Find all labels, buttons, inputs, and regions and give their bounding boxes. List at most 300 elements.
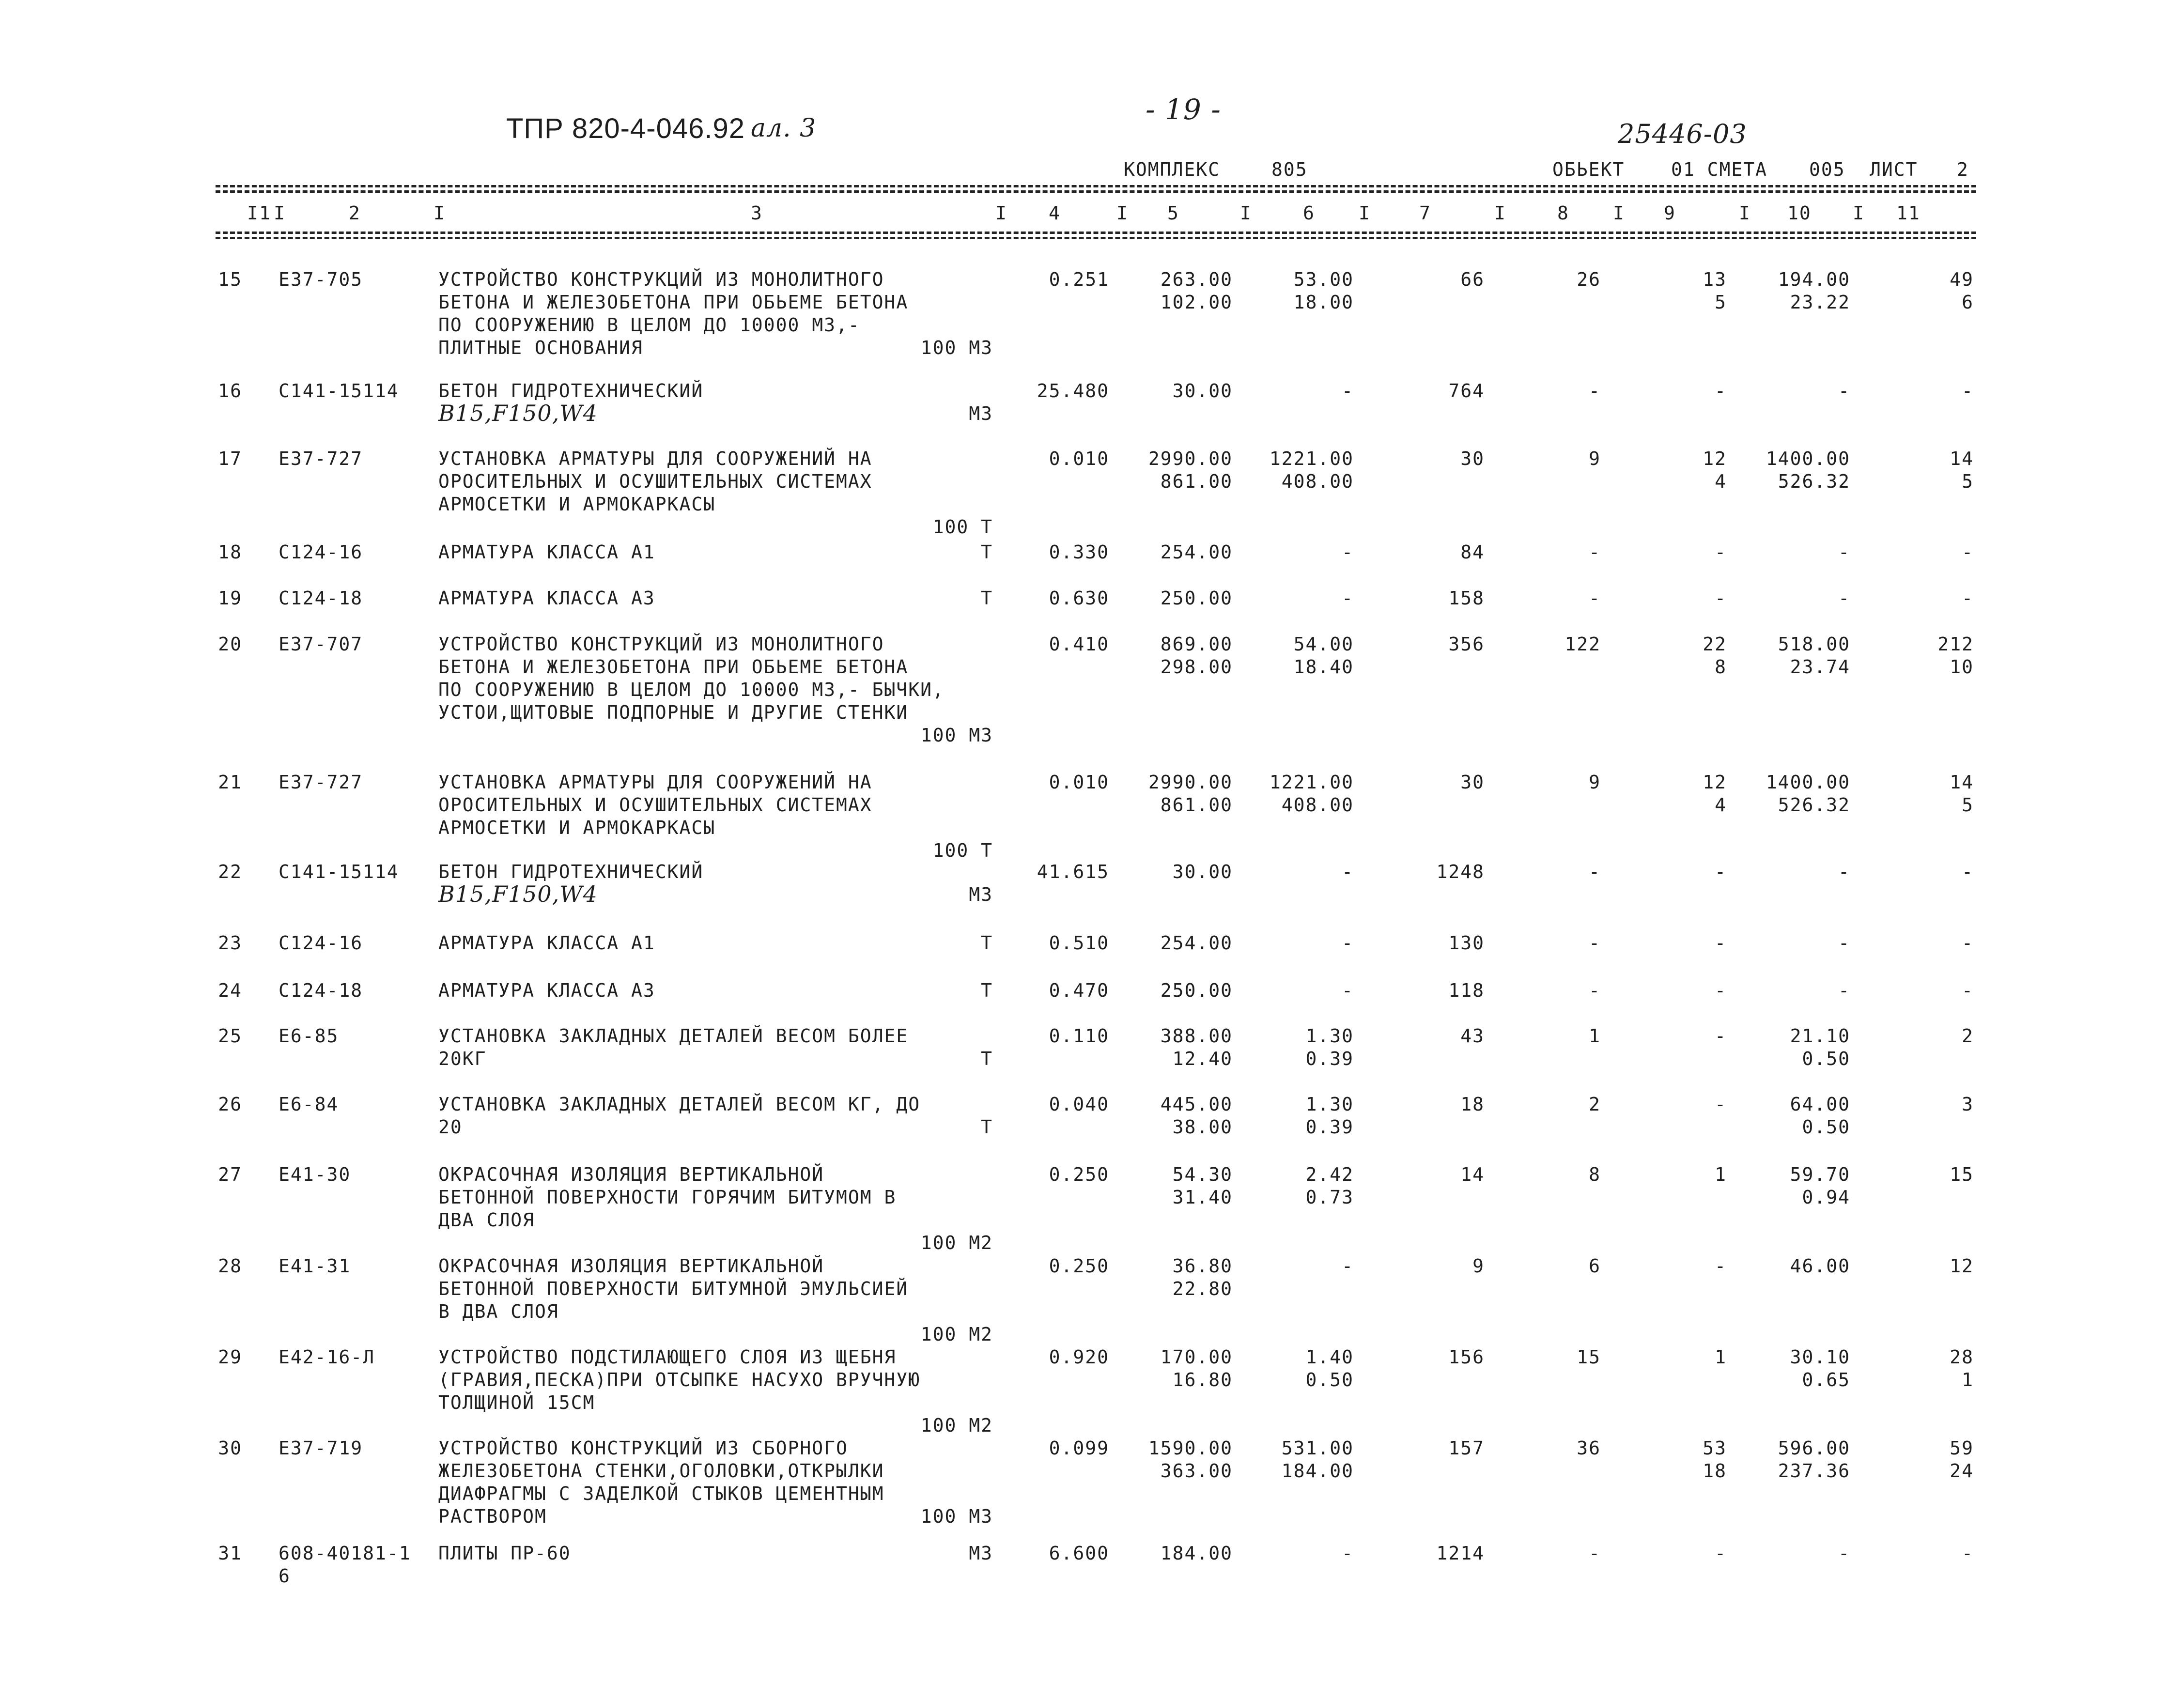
row-col6: 18.00 — [1293, 292, 1354, 313]
row-code: Е37-727 — [279, 772, 363, 793]
row-quantity: 0.410 — [1049, 633, 1109, 655]
row-col10: 21.10 — [1790, 1025, 1850, 1047]
row-col6: 1.30 — [1305, 1094, 1354, 1115]
object-value: 01 СМЕТА — [1671, 159, 1768, 180]
row-col8: 15 — [1577, 1346, 1601, 1368]
row-col7: 18 — [1460, 1094, 1485, 1115]
row-col11: 3 — [1962, 1094, 1974, 1115]
row-code: С124-16 — [279, 541, 363, 563]
row-col5: 2990.00 — [1148, 448, 1233, 469]
row-description: 20КГ — [438, 1048, 487, 1069]
row-col10: - — [1838, 932, 1850, 954]
row-col11: 49 — [1950, 269, 1974, 290]
row-quantity: 6.600 — [1049, 1543, 1109, 1564]
row-unit: 100 М2 — [920, 1324, 993, 1345]
row-col8: 8 — [1589, 1164, 1601, 1185]
row-number: 29 — [218, 1346, 242, 1368]
row-col6: 1.40 — [1305, 1346, 1354, 1368]
row-col6: 0.39 — [1305, 1116, 1354, 1138]
row-col5: 2990.00 — [1148, 772, 1233, 793]
row-description: ОРОСИТЕЛЬНЫХ И ОСУШИТЕЛЬНЫХ СИСТЕМАХ — [438, 794, 872, 816]
row-code: Е37-705 — [279, 269, 363, 290]
col-head-5: 5 — [1167, 202, 1179, 224]
row-col9: 12 — [1703, 772, 1727, 793]
row-description: ПЛИТНЫЕ ОСНОВАНИЯ — [438, 337, 643, 358]
row-col5: 12.40 — [1172, 1048, 1233, 1069]
row-col7: 14 — [1460, 1164, 1485, 1185]
row-description: (ГРАВИЯ,ПЕСКА)ПРИ ОТСЫПКЕ НАСУХО ВРУЧНУЮ — [438, 1369, 921, 1390]
row-col10: 518.00 — [1778, 633, 1850, 655]
row-col6: - — [1342, 587, 1354, 609]
row-code: Е6-84 — [279, 1094, 339, 1115]
row-col10: 1400.00 — [1766, 772, 1850, 793]
col-sep: I — [1494, 202, 1506, 224]
row-description: БЕТОННОЙ ПОВЕРХНОСТИ БИТУМНОЙ ЭМУЛЬСИЕЙ — [438, 1278, 909, 1299]
col-head-1: 1 — [259, 202, 271, 224]
row-unit: Т — [981, 980, 993, 1001]
row-col10: 194.00 — [1778, 269, 1850, 290]
row-col9: - — [1715, 1094, 1727, 1115]
row-col5: 263.00 — [1160, 269, 1233, 290]
row-col10: 0.50 — [1802, 1116, 1850, 1138]
col-sep: I — [247, 202, 259, 224]
row-col7: 84 — [1460, 541, 1485, 563]
row-description: АРМАТУРА КЛАССА А1 — [438, 932, 655, 954]
row-col11: 5 — [1962, 471, 1974, 492]
row-col7: 118 — [1448, 980, 1485, 1001]
row-description: ДИАФРАГМЫ С ЗАДЕЛКОЙ СТЫКОВ ЦЕМЕНТНЫМ — [438, 1483, 884, 1504]
row-col10: 0.50 — [1802, 1048, 1850, 1069]
row-col11: - — [1962, 932, 1974, 954]
row-col6: 0.73 — [1305, 1187, 1354, 1208]
row-col11: - — [1962, 541, 1974, 563]
row-col8: - — [1589, 541, 1601, 563]
row-col7: 158 — [1448, 587, 1485, 609]
row-col9: 4 — [1715, 794, 1727, 816]
row-col9: 18 — [1703, 1460, 1727, 1482]
row-col7: 66 — [1460, 269, 1485, 290]
row-handwritten-spec: В15,F150,W4 — [438, 400, 598, 426]
row-col9: - — [1715, 932, 1727, 954]
row-description: АРМАТУРА КЛАССА А1 — [438, 541, 655, 563]
col-sep: I — [434, 202, 446, 224]
header-rule-mid — [216, 190, 1976, 193]
row-description: ЖЕЛЕЗОБЕТОНА СТЕНКИ,ОГОЛОВКИ,ОТКРЫЛКИ — [438, 1460, 884, 1482]
row-col6: - — [1342, 1543, 1354, 1564]
row-col6: 408.00 — [1281, 794, 1354, 816]
row-code: С141-15114 — [279, 380, 399, 402]
row-col11: 59 — [1950, 1437, 1974, 1459]
row-col11: 212 — [1937, 633, 1974, 655]
row-unit: Т — [981, 1116, 993, 1138]
row-unit: 100 М3 — [920, 725, 993, 746]
row-col11: - — [1962, 587, 1974, 609]
row-description: УСТРОЙСТВО ПОДСТИЛАЮЩЕГО СЛОЯ ИЗ ЩЕБНЯ — [438, 1346, 897, 1368]
row-unit: М3 — [969, 403, 993, 424]
row-number: 24 — [218, 980, 242, 1001]
row-col11: - — [1962, 861, 1974, 882]
row-col5: 298.00 — [1160, 656, 1233, 678]
row-description: УСТРОЙСТВО КОНСТРУКЦИЙ ИЗ МОНОЛИТНОГО — [438, 633, 884, 655]
row-col8: 26 — [1577, 269, 1601, 290]
row-col9: 13 — [1703, 269, 1727, 290]
row-col10: - — [1838, 380, 1850, 402]
row-col5: 16.80 — [1172, 1369, 1233, 1390]
col-sep: I — [1853, 202, 1865, 224]
row-description: ОКРАСОЧНАЯ ИЗОЛЯЦИЯ ВЕРТИКАЛЬНОЙ — [438, 1164, 824, 1185]
row-col9: 1 — [1715, 1346, 1727, 1368]
row-quantity: 0.251 — [1049, 269, 1109, 290]
row-col11: 12 — [1950, 1255, 1974, 1277]
row-description: БЕТОНА И ЖЕЛЕЗОБЕТОНА ПРИ ОБЬЕМЕ БЕТОНА — [438, 656, 909, 678]
row-col6: 1221.00 — [1269, 772, 1354, 793]
row-col8: 36 — [1577, 1437, 1601, 1459]
row-col10: 59.70 — [1790, 1164, 1850, 1185]
row-col7: 43 — [1460, 1025, 1485, 1047]
row-number: 28 — [218, 1255, 242, 1277]
row-col5: 38.00 — [1172, 1116, 1233, 1138]
row-col5: 861.00 — [1160, 471, 1233, 492]
row-col10: 0.94 — [1802, 1187, 1850, 1208]
col-head-4: 4 — [1049, 202, 1061, 224]
row-col8: 122 — [1564, 633, 1601, 655]
row-description: АРМОСЕТКИ И АРМОКАРКАСЫ — [438, 494, 716, 515]
row-col11: 24 — [1950, 1460, 1974, 1482]
row-col9: 8 — [1715, 656, 1727, 678]
row-number: 23 — [218, 932, 242, 954]
col-head-6: 6 — [1303, 202, 1315, 224]
row-quantity: 0.470 — [1049, 980, 1109, 1001]
row-col10: 30.10 — [1790, 1346, 1850, 1368]
row-unit: 100 Т — [932, 840, 993, 861]
row-col9: - — [1715, 587, 1727, 609]
row-col11: 14 — [1950, 448, 1974, 469]
row-col5: 30.00 — [1172, 861, 1233, 882]
row-col5: 102.00 — [1160, 292, 1233, 313]
complex-label: КОМПЛЕКС — [1124, 159, 1221, 180]
row-col7: 764 — [1448, 380, 1485, 402]
row-col5: 184.00 — [1160, 1543, 1233, 1564]
sheet-value: 2 — [1957, 159, 1969, 180]
row-col5: 170.00 — [1160, 1346, 1233, 1368]
row-description: В ДВА СЛОЯ — [438, 1301, 559, 1322]
row-unit: 100 М3 — [920, 1506, 993, 1527]
row-col6: - — [1342, 1255, 1354, 1277]
row-quantity: 0.040 — [1049, 1094, 1109, 1115]
row-unit: Т — [981, 587, 993, 609]
row-col6: - — [1342, 541, 1354, 563]
row-col10: - — [1838, 861, 1850, 882]
doc-code: ТПР 820-4-046.92 — [506, 113, 745, 144]
row-col8: 9 — [1589, 448, 1601, 469]
row-col7: 1248 — [1436, 861, 1485, 882]
row-number: 31 — [218, 1543, 242, 1564]
row-col6: - — [1342, 861, 1354, 882]
row-col11: - — [1962, 980, 1974, 1001]
row-col10: 0.65 — [1802, 1369, 1850, 1390]
row-col8: 6 — [1589, 1255, 1601, 1277]
row-col5: 31.40 — [1172, 1187, 1233, 1208]
row-description: БЕТОН ГИДРОТЕХНИЧЕСКИЙ — [438, 861, 704, 882]
row-col11: 2 — [1962, 1025, 1974, 1047]
row-col10: 23.74 — [1790, 656, 1850, 678]
complex-value: 805 — [1271, 159, 1308, 180]
row-col5: 22.80 — [1172, 1278, 1233, 1299]
row-quantity: 0.250 — [1049, 1164, 1109, 1185]
row-col6: 184.00 — [1281, 1460, 1354, 1482]
row-col9: - — [1715, 541, 1727, 563]
row-col11: 15 — [1950, 1164, 1974, 1185]
row-col10: 64.00 — [1790, 1094, 1850, 1115]
stamp-number: 25446-03 — [1618, 119, 1747, 149]
row-code: С124-18 — [279, 587, 363, 609]
row-col8: - — [1589, 587, 1601, 609]
row-col9: 1 — [1715, 1164, 1727, 1185]
row-quantity: 41.615 — [1037, 861, 1109, 882]
row-code: С141-15114 — [279, 861, 399, 882]
row-code: Е37-719 — [279, 1437, 363, 1459]
row-col10: 46.00 — [1790, 1255, 1850, 1277]
row-col10: 526.32 — [1778, 471, 1850, 492]
row-code: Е6-85 — [279, 1025, 339, 1047]
smeta-value: 005 — [1809, 159, 1845, 180]
row-col10: 526.32 — [1778, 794, 1850, 816]
row-col5: 388.00 — [1160, 1025, 1233, 1047]
row-col7: 356 — [1448, 633, 1485, 655]
row-col6: 1221.00 — [1269, 448, 1354, 469]
col-sep: I — [1613, 202, 1625, 224]
row-quantity: 0.099 — [1049, 1437, 1109, 1459]
col-sep: I — [1359, 202, 1371, 224]
row-col11: - — [1962, 1543, 1974, 1564]
row-col9: - — [1715, 380, 1727, 402]
row-col11: 6 — [1962, 292, 1974, 313]
row-number: 18 — [218, 541, 242, 563]
row-quantity: 0.010 — [1049, 772, 1109, 793]
header-rule-bottom-2 — [216, 237, 1976, 239]
col-head-10: 10 — [1787, 202, 1812, 224]
row-col10: - — [1838, 587, 1850, 609]
row-code: Е37-707 — [279, 633, 363, 655]
row-col6: 2.42 — [1305, 1164, 1354, 1185]
row-unit: М3 — [969, 1543, 993, 1564]
row-col6: 531.00 — [1281, 1437, 1354, 1459]
row-col5: 254.00 — [1160, 541, 1233, 563]
row-description: УСТАНОВКА ЗАКЛАДНЫХ ДЕТАЛЕЙ ВЕСОМ КГ, ДО — [438, 1094, 921, 1115]
row-col10: - — [1838, 1543, 1850, 1564]
row-col6: 53.00 — [1293, 269, 1354, 290]
row-col11: - — [1962, 380, 1974, 402]
row-unit: Т — [981, 1048, 993, 1069]
sheet-label: ЛИСТ — [1870, 159, 1918, 180]
row-description: БЕТОНА И ЖЕЛЕЗОБЕТОНА ПРИ ОБЬЕМЕ БЕТОНА — [438, 292, 909, 313]
row-col6: - — [1342, 932, 1354, 954]
row-number: 16 — [218, 380, 242, 402]
row-description: УСТАНОВКА АРМАТУРЫ ДЛЯ СООРУЖЕНИЙ НА — [438, 448, 872, 469]
row-col7: 30 — [1460, 772, 1485, 793]
row-unit: 100 Т — [932, 516, 993, 538]
row-handwritten-spec: В15,F150,W4 — [438, 881, 598, 907]
row-code-cont: 6 — [279, 1565, 291, 1587]
row-col5: 363.00 — [1160, 1460, 1233, 1482]
row-description: ПЛИТЫ ПР-60 — [438, 1543, 571, 1564]
row-number: 22 — [218, 861, 242, 882]
row-col8: - — [1589, 980, 1601, 1001]
row-description: ОКРАСОЧНАЯ ИЗОЛЯЦИЯ ВЕРТИКАЛЬНОЙ — [438, 1255, 824, 1277]
row-number: 30 — [218, 1437, 242, 1459]
row-col11: 28 — [1950, 1346, 1974, 1368]
album-note: ал. 3 — [751, 114, 817, 143]
row-description: РАСТВОРОМ — [438, 1506, 547, 1527]
col-head-9: 9 — [1664, 202, 1676, 224]
row-description: АРМАТУРА КЛАССА А3 — [438, 980, 655, 1001]
row-col10: 23.22 — [1790, 292, 1850, 313]
row-col11: 10 — [1950, 656, 1974, 678]
header-rule-bottom — [216, 232, 1976, 234]
row-col5: 54.30 — [1172, 1164, 1233, 1185]
row-description: ОРОСИТЕЛЬНЫХ И ОСУШИТЕЛЬНЫХ СИСТЕМАХ — [438, 471, 872, 492]
row-description: АРМАТУРА КЛАССА А3 — [438, 587, 655, 609]
col-head-7: 7 — [1419, 202, 1431, 224]
row-quantity: 0.250 — [1049, 1255, 1109, 1277]
row-quantity: 0.330 — [1049, 541, 1109, 563]
row-col9: - — [1715, 1255, 1727, 1277]
row-code: Е42-16-Л — [279, 1346, 375, 1368]
col-head-2: 2 — [349, 202, 361, 224]
row-description: ДВА СЛОЯ — [438, 1209, 535, 1231]
row-col8: 9 — [1589, 772, 1601, 793]
row-col7: 30 — [1460, 448, 1485, 469]
row-col10: 1400.00 — [1766, 448, 1850, 469]
row-code: С124-18 — [279, 980, 363, 1001]
row-unit: 100 М2 — [920, 1232, 993, 1253]
row-number: 15 — [218, 269, 242, 290]
col-head-3: 3 — [751, 202, 763, 224]
row-col10: - — [1838, 541, 1850, 563]
row-col9: 5 — [1715, 292, 1727, 313]
row-code: Е37-727 — [279, 448, 363, 469]
row-col9: - — [1715, 861, 1727, 882]
row-unit: 100 М2 — [920, 1415, 993, 1436]
row-col9: 53 — [1703, 1437, 1727, 1459]
row-code: С124-16 — [279, 932, 363, 954]
row-col5: 445.00 — [1160, 1094, 1233, 1115]
row-quantity: 0.010 — [1049, 448, 1109, 469]
page-number: - 19 - — [1146, 93, 1221, 126]
row-number: 27 — [218, 1164, 242, 1185]
row-col7: 157 — [1448, 1437, 1485, 1459]
row-description: 20 — [438, 1116, 463, 1138]
row-col11: 5 — [1962, 794, 1974, 816]
row-col9: 4 — [1715, 471, 1727, 492]
row-col6: - — [1342, 980, 1354, 1001]
row-unit: М3 — [969, 884, 993, 905]
row-col6: 408.00 — [1281, 471, 1354, 492]
row-description: УСТРОЙСТВО КОНСТРУКЦИЙ ИЗ СБОРНОГО — [438, 1437, 848, 1459]
col-head-8: 8 — [1557, 202, 1569, 224]
row-col6: 1.30 — [1305, 1025, 1354, 1047]
row-unit: Т — [981, 541, 993, 563]
row-col5: 250.00 — [1160, 587, 1233, 609]
row-unit: 100 М3 — [920, 337, 993, 358]
row-description: АРМОСЕТКИ И АРМОКАРКАСЫ — [438, 817, 716, 838]
row-col6: 0.50 — [1305, 1369, 1354, 1390]
row-col5: 861.00 — [1160, 794, 1233, 816]
row-number: 21 — [218, 772, 242, 793]
row-col8: - — [1589, 861, 1601, 882]
row-code: Е41-30 — [279, 1164, 351, 1185]
row-number: 19 — [218, 587, 242, 609]
row-col9: - — [1715, 980, 1727, 1001]
col-sep: I — [1739, 202, 1751, 224]
row-description: УСТАНОВКА ЗАКЛАДНЫХ ДЕТАЛЕЙ ВЕСОМ БОЛЕЕ — [438, 1025, 909, 1047]
row-col8: 2 — [1589, 1094, 1601, 1115]
row-col5: 869.00 — [1160, 633, 1233, 655]
col-sep: I — [995, 202, 1007, 224]
row-col11: 14 — [1950, 772, 1974, 793]
row-number: 26 — [218, 1094, 242, 1115]
row-col5: 1590.00 — [1148, 1437, 1233, 1459]
col-sep: I — [1240, 202, 1252, 224]
row-col9: 12 — [1703, 448, 1727, 469]
row-number: 25 — [218, 1025, 242, 1047]
row-col10: - — [1838, 980, 1850, 1001]
col-sep: I — [274, 202, 286, 224]
row-description: ПО СООРУЖЕНИЮ В ЦЕЛОМ ДО 10000 М3,- БЫЧКИ, — [438, 679, 945, 700]
col-head-11: 11 — [1896, 202, 1921, 224]
row-quantity: 0.920 — [1049, 1346, 1109, 1368]
row-number: 20 — [218, 633, 242, 655]
row-unit: Т — [981, 932, 993, 954]
row-col5: 254.00 — [1160, 932, 1233, 954]
row-col6: 0.39 — [1305, 1048, 1354, 1069]
row-code: 608-40181-1 — [279, 1543, 411, 1564]
row-quantity: 0.110 — [1049, 1025, 1109, 1047]
row-col10: 237.36 — [1778, 1460, 1850, 1482]
row-col8: - — [1589, 1543, 1601, 1564]
row-description: БЕТОН ГИДРОТЕХНИЧЕСКИЙ — [438, 380, 704, 402]
row-col7: 1214 — [1436, 1543, 1485, 1564]
row-col7: 156 — [1448, 1346, 1485, 1368]
row-col10: 596.00 — [1778, 1437, 1850, 1459]
row-col8: - — [1589, 932, 1601, 954]
row-description: ТОЛЩИНОЙ 15СМ — [438, 1392, 595, 1413]
row-col5: 30.00 — [1172, 380, 1233, 402]
row-quantity: 0.510 — [1049, 932, 1109, 954]
row-col9: - — [1715, 1543, 1727, 1564]
row-description: УСТАНОВКА АРМАТУРЫ ДЛЯ СООРУЖЕНИЙ НА — [438, 772, 872, 793]
object-label: ОБЬЕКТ — [1552, 159, 1625, 180]
row-quantity: 0.630 — [1049, 587, 1109, 609]
row-col7: 9 — [1472, 1255, 1485, 1277]
row-col5: 250.00 — [1160, 980, 1233, 1001]
col-sep: I — [1116, 202, 1129, 224]
row-col9: - — [1715, 1025, 1727, 1047]
row-description: ПО СООРУЖЕНИЮ В ЦЕЛОМ ДО 10000 М3,- — [438, 314, 860, 336]
row-number: 17 — [218, 448, 242, 469]
row-description: БЕТОННОЙ ПОВЕРХНОСТИ ГОРЯЧИМ БИТУМОМ В — [438, 1187, 897, 1208]
row-col6: 54.00 — [1293, 633, 1354, 655]
row-col8: 1 — [1589, 1025, 1601, 1047]
row-col6: 18.40 — [1293, 656, 1354, 678]
row-col6: - — [1342, 380, 1354, 402]
row-code: Е41-31 — [279, 1255, 351, 1277]
row-col8: - — [1589, 380, 1601, 402]
row-description: УСТОИ,ЩИТОВЫЕ ПОДПОРНЫЕ И ДРУГИЕ СТЕНКИ — [438, 702, 909, 723]
row-quantity: 25.480 — [1037, 380, 1109, 402]
header-rule-top — [216, 185, 1976, 187]
row-col9: 22 — [1703, 633, 1727, 655]
